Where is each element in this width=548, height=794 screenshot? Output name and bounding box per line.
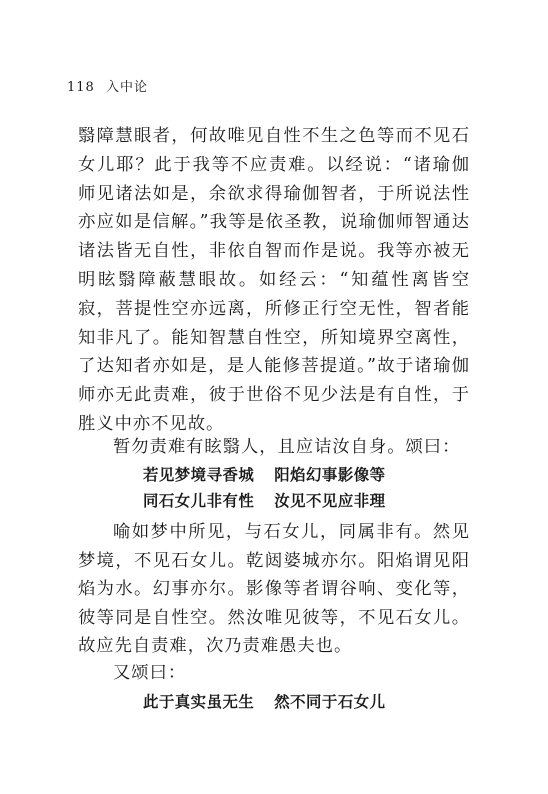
verse-2-line-1 — [143, 691, 386, 713]
verse-1-line-2 — [143, 490, 386, 512]
verse-1-line-2b: 汝见不见应非理 — [274, 492, 386, 510]
verse-1-line-1 — [143, 464, 386, 486]
verse-intro-2: 又颂曰： — [113, 663, 187, 683]
running-header — [67, 76, 148, 95]
verse-1-line-2a: 同石女儿非有性 — [143, 492, 255, 510]
verse-intro-1: 暂勿责难有眩翳人，且应诘汝自身。颂曰： — [113, 437, 461, 457]
verse-2-line-1a: 此于真实虽无生 — [143, 693, 255, 711]
verse-1-line-1b: 阳焰幻事影像等 — [274, 466, 386, 484]
verse-1-line-1a: 若见梦境寻香城 — [143, 466, 255, 484]
page-number: 118 — [67, 80, 95, 95]
body-paragraph-2: 喻如梦中所见，与石女儿，同属非有。然见梦境，不见石女儿。乾闼婆城亦尔。阳焰谓见阳焰为水。幻事亦尔。影像等者谓谷响、变化等，彼等同是自性空。然汝唯见彼等，不见石女儿。故应先自责难，次乃责难愚夫也。 — [78, 522, 470, 656]
book-title: 入中论 — [105, 80, 148, 95]
verse-2-line-1b: 然不同于石女儿 — [274, 693, 386, 711]
body-paragraph-1: 翳障慧眼者，何故唯见自性不生之色等而不见石女儿耶？此于我等不应责难。以经说：“诸瑜伽师见诸法如是，余欲求得瑜伽智者，于所说法性亦应如是信解。”我等是依圣教，说瑜伽师智通达诸法皆无自性，非依自智而作是说。我等亦被无明眩翳障蔽慧眼故。如经云：“知蕴性离皆空寂，菩提性空亦远离，所修正行空无性，智者能知非凡了。能知智慧自性空，所知境界空离性，了达知者亦如是，是人能修菩提道。”故于诸瑜伽师亦无此责难，彼于世俗不见少法是有自性，于胜义中亦不见故。 — [78, 126, 470, 434]
